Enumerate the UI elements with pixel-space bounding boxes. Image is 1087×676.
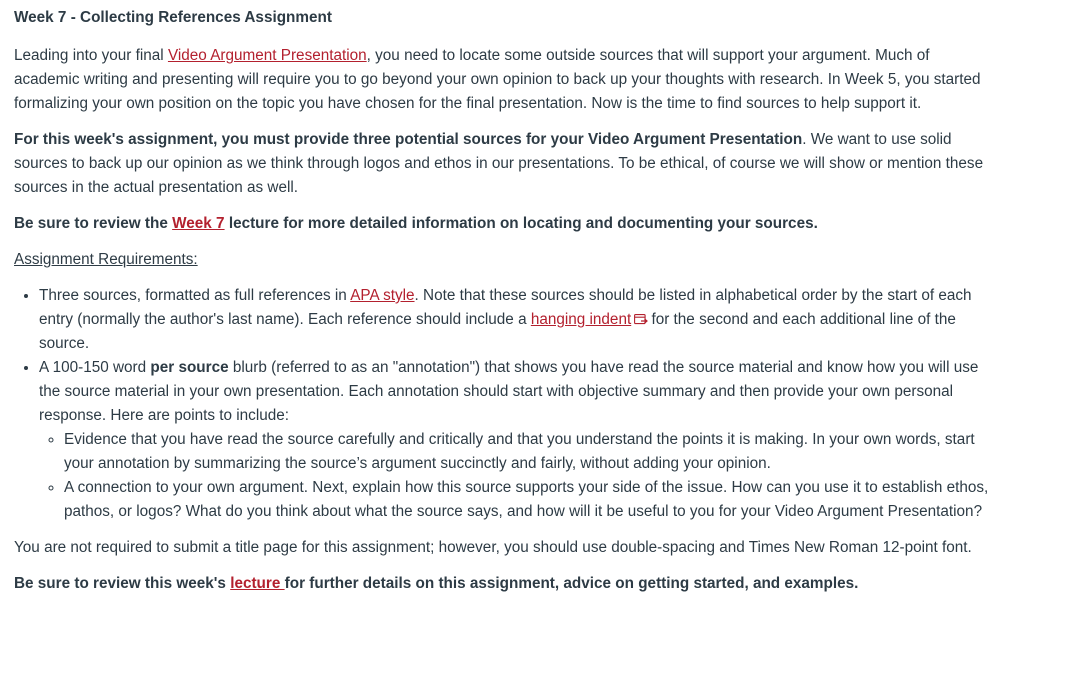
requirements-list [14, 284, 989, 524]
list-item: ◦ A connection to your own argument. Next, explain how this source supports your side of the issue. How can you use it to establish ethos, pathos, or logos? What do you think about what the source says, and how will it be useful to you for your Video Argument Presentation? [64, 476, 989, 524]
video-argument-presentation-link[interactable]: Video Argument Presentation [167, 47, 367, 64]
formatting-paragraph: You are not required to submit a title page for this assignment; however, you should use double-spacing and Times New Roman 12-point font. [14, 539, 972, 556]
list-item: • A 100-150 word per source blurb (referred to as an "annotation") that shows you have read the source material and know how you will use the source material in your own presentation. Each annotation should start with objective summary and then provide your own personal response. Here are points to include: ◦ Evidence that you have read the source carefully and critically and that you understand the points it is making. In your own words, start your annotation by summarizing the source’s argument succinctly and fairly, without adding your opinion. ◦ A connection to your own argument. Next, explain how this source supports your side of the issue. How can you use it to establish ethos, pathos, or logos? What do you think about what the source says, and how will it be useful to you for your Video Argument Presentation? [39, 356, 989, 524]
assignment-content [14, 0, 989, 596]
assignment-overview-paragraph: For this week's assignment, you must provide three potential sources for your Video Argument Presentation. We want to use solid sources to back up our opinion as we think through logos and ethos in our presentations. To be ethical, of course we will show or mention these sources in the actual presentation as well. [14, 131, 984, 196]
week-7-lecture-link[interactable]: Week 7 [172, 215, 225, 232]
intro-paragraph: Leading into your final Video Argument Presentation, you need to locate some outside sources that will support your argument. Much of academic writing and presenting will require you to go beyond your own opinion to back up your thoughts with research. In Week 5, you started formalizing your own position on the topic you have chosen for the final presentation. Now is the time to find sources to help support it. [14, 47, 981, 112]
assignment-title: Week 7 - Collecting References Assignment [14, 9, 332, 26]
list-item: • Three sources, formatted as full references in APA style. Note that these sources should be listed in alphabetical order by the start of each entry (normally the author's last name). Each reference should include a hanging indent for the second and each additional line of the source. [39, 284, 989, 356]
lecture-review-paragraph: Be sure to review this week's lecture for further details on this assignment, advice on getting started, and examples. [14, 575, 859, 592]
list-item: ◦ Evidence that you have read the source carefully and critically and that you understand the points it is making. In your own words, start your annotation by summarizing the source’s argument succinctly and fairly, without adding your opinion. [64, 428, 989, 476]
week7-review-paragraph: Be sure to review the Week 7 lecture for more detailed information on locating and documenting your sources. [14, 215, 818, 232]
annotation-points-list [39, 428, 989, 524]
apa-style-link[interactable]: APA style [350, 287, 415, 304]
hanging-indent-link[interactable]: hanging indent [530, 311, 632, 328]
requirements-heading: Assignment Requirements: [14, 251, 198, 268]
lecture-link[interactable]: lecture [230, 575, 285, 592]
